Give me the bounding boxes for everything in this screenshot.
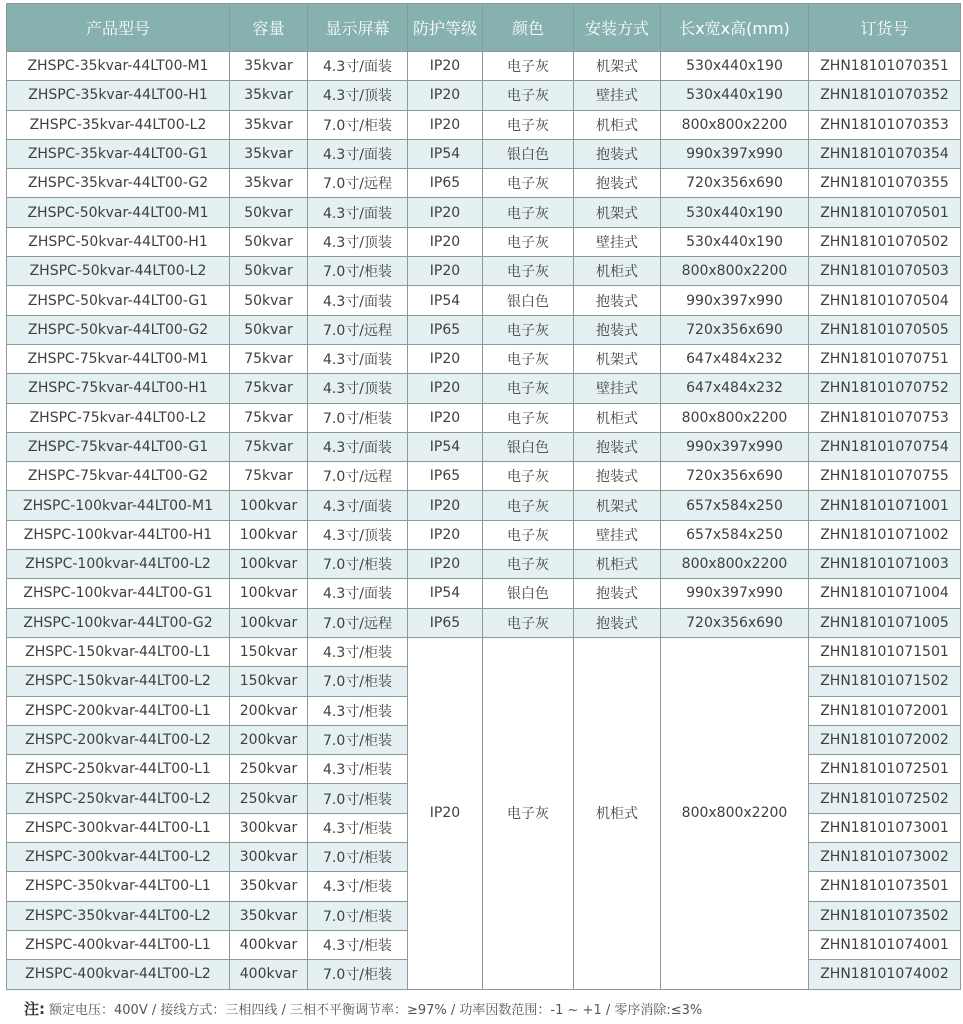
cell-protection: IP20: [408, 81, 483, 110]
cell-install: 机柜式: [574, 637, 661, 989]
cell-order-no: ZHN18101070355: [809, 169, 961, 198]
cell-protection: IP20: [408, 403, 483, 432]
cell-color: 电子灰: [483, 637, 574, 989]
spec-table: [6, 3, 961, 990]
cell-order-no: ZHN18101070754: [809, 432, 961, 461]
cell-display: 7.0寸/远程: [308, 462, 408, 491]
cell-model: ZHSPC-75kvar-44LT00-M1: [7, 344, 230, 373]
cell-order-no: ZHN18101073001: [809, 813, 961, 842]
cell-color: 电子灰: [483, 550, 574, 579]
table-row: [7, 169, 961, 198]
cell-model: ZHSPC-35kvar-44LT00-H1: [7, 81, 230, 110]
cell-model: ZHSPC-250kvar-44LT00-L1: [7, 755, 230, 784]
table-row: [7, 344, 961, 373]
cell-order-no: ZHN18101072001: [809, 696, 961, 725]
cell-capacity: 100kvar: [230, 520, 308, 549]
footnote-label: 注:: [24, 1000, 45, 1018]
cell-color: 电子灰: [483, 608, 574, 637]
cell-protection: IP20: [408, 520, 483, 549]
cell-color: 电子灰: [483, 198, 574, 227]
cell-model: ZHSPC-75kvar-44LT00-L2: [7, 403, 230, 432]
cell-model: ZHSPC-150kvar-44LT00-L2: [7, 667, 230, 696]
cell-install: 抱装式: [574, 315, 661, 344]
cell-capacity: 150kvar: [230, 667, 308, 696]
cell-install: 机架式: [574, 491, 661, 520]
cell-capacity: 300kvar: [230, 843, 308, 872]
cell-display: 7.0寸/柜装: [308, 784, 408, 813]
cell-model: ZHSPC-75kvar-44LT00-G1: [7, 432, 230, 461]
cell-color: 电子灰: [483, 81, 574, 110]
cell-install: 抱装式: [574, 286, 661, 315]
cell-protection: IP54: [408, 286, 483, 315]
table-header-row: [7, 4, 961, 52]
cell-display: 7.0寸/柜装: [308, 725, 408, 754]
cell-protection: IP65: [408, 462, 483, 491]
table-row: [7, 139, 961, 168]
table-row: [7, 286, 961, 315]
cell-order-no: ZHN18101071501: [809, 637, 961, 666]
cell-color: 电子灰: [483, 169, 574, 198]
cell-protection: IP20: [408, 344, 483, 373]
cell-display: 7.0寸/远程: [308, 608, 408, 637]
cell-capacity: 35kvar: [230, 81, 308, 110]
cell-capacity: 150kvar: [230, 637, 308, 666]
cell-order-no: ZHN18101072502: [809, 784, 961, 813]
cell-model: ZHSPC-35kvar-44LT00-G2: [7, 169, 230, 198]
cell-install: 机架式: [574, 344, 661, 373]
cell-dimensions: 800x800x2200: [661, 403, 809, 432]
cell-display: 4.3寸/柜装: [308, 755, 408, 784]
cell-order-no: ZHN18101071004: [809, 579, 961, 608]
cell-color: 电子灰: [483, 52, 574, 81]
cell-model: ZHSPC-100kvar-44LT00-G2: [7, 608, 230, 637]
cell-install: 壁挂式: [574, 81, 661, 110]
cell-dimensions: 657x584x250: [661, 520, 809, 549]
table-row: [7, 608, 961, 637]
cell-dimensions: 530x440x190: [661, 52, 809, 81]
cell-capacity: 100kvar: [230, 550, 308, 579]
cell-color: 银白色: [483, 579, 574, 608]
header-model: 产品型号: [7, 4, 230, 52]
cell-order-no: ZHN18101071003: [809, 550, 961, 579]
header-dimensions: 长x宽x高(mm): [661, 4, 809, 52]
cell-display: 7.0寸/柜装: [308, 550, 408, 579]
cell-color: 电子灰: [483, 403, 574, 432]
cell-dimensions: 800x800x2200: [661, 550, 809, 579]
cell-model: ZHSPC-50kvar-44LT00-H1: [7, 227, 230, 256]
cell-capacity: 400kvar: [230, 960, 308, 989]
cell-display: 4.3寸/柜装: [308, 696, 408, 725]
cell-dimensions: 990x397x990: [661, 139, 809, 168]
cell-capacity: 250kvar: [230, 755, 308, 784]
cell-display: 7.0寸/柜装: [308, 901, 408, 930]
cell-dimensions: 720x356x690: [661, 462, 809, 491]
cell-dimensions: 990x397x990: [661, 579, 809, 608]
cell-install: 机架式: [574, 198, 661, 227]
cell-install: 机柜式: [574, 257, 661, 286]
cell-display: 4.3寸/面装: [308, 491, 408, 520]
cell-display: 7.0寸/柜装: [308, 403, 408, 432]
cell-color: 电子灰: [483, 344, 574, 373]
cell-protection: IP54: [408, 432, 483, 461]
cell-protection: IP20: [408, 550, 483, 579]
cell-color: 银白色: [483, 286, 574, 315]
cell-dimensions: 800x800x2200: [661, 257, 809, 286]
table-row: [7, 110, 961, 139]
table-row: [7, 462, 961, 491]
cell-protection: IP20: [408, 491, 483, 520]
cell-capacity: 75kvar: [230, 374, 308, 403]
cell-install: 机柜式: [574, 403, 661, 432]
cell-capacity: 35kvar: [230, 110, 308, 139]
cell-display: 4.3寸/面装: [308, 139, 408, 168]
cell-capacity: 200kvar: [230, 696, 308, 725]
cell-order-no: ZHN18101072501: [809, 755, 961, 784]
table-row: [7, 432, 961, 461]
table-body: [7, 52, 961, 990]
cell-color: 电子灰: [483, 374, 574, 403]
cell-capacity: 50kvar: [230, 198, 308, 227]
cell-display: 4.3寸/顶装: [308, 81, 408, 110]
cell-color: 电子灰: [483, 315, 574, 344]
cell-color: 电子灰: [483, 491, 574, 520]
cell-display: 7.0寸/柜装: [308, 257, 408, 286]
cell-model: ZHSPC-300kvar-44LT00-L1: [7, 813, 230, 842]
cell-color: 电子灰: [483, 462, 574, 491]
cell-model: ZHSPC-200kvar-44LT00-L1: [7, 696, 230, 725]
cell-capacity: 75kvar: [230, 462, 308, 491]
spec-table-container: [6, 3, 960, 990]
cell-capacity: 250kvar: [230, 784, 308, 813]
table-row: [7, 81, 961, 110]
cell-protection: IP65: [408, 315, 483, 344]
cell-model: ZHSPC-50kvar-44LT00-G2: [7, 315, 230, 344]
table-row: [7, 579, 961, 608]
cell-model: ZHSPC-75kvar-44LT00-G2: [7, 462, 230, 491]
cell-color: 电子灰: [483, 227, 574, 256]
cell-order-no: ZHN18101071002: [809, 520, 961, 549]
cell-order-no: ZHN18101070501: [809, 198, 961, 227]
cell-model: ZHSPC-100kvar-44LT00-L2: [7, 550, 230, 579]
cell-protection: IP65: [408, 608, 483, 637]
cell-dimensions: 720x356x690: [661, 169, 809, 198]
header-color: 颜色: [483, 4, 574, 52]
cell-protection: IP54: [408, 579, 483, 608]
cell-capacity: 35kvar: [230, 139, 308, 168]
table-row: [7, 520, 961, 549]
cell-install: 机柜式: [574, 550, 661, 579]
cell-install: 壁挂式: [574, 520, 661, 549]
cell-order-no: ZHN18101074002: [809, 960, 961, 989]
cell-install: 壁挂式: [574, 374, 661, 403]
cell-capacity: 75kvar: [230, 403, 308, 432]
cell-display: 4.3寸/面装: [308, 198, 408, 227]
cell-protection: IP20: [408, 637, 483, 989]
cell-order-no: ZHN18101070503: [809, 257, 961, 286]
cell-protection: IP54: [408, 139, 483, 168]
cell-order-no: ZHN18101070751: [809, 344, 961, 373]
cell-display: 7.0寸/远程: [308, 169, 408, 198]
cell-capacity: 350kvar: [230, 901, 308, 930]
cell-order-no: ZHN18101070352: [809, 81, 961, 110]
header-protection: 防护等级: [408, 4, 483, 52]
cell-dimensions: 530x440x190: [661, 227, 809, 256]
cell-dimensions: 990x397x990: [661, 286, 809, 315]
cell-model: ZHSPC-350kvar-44LT00-L1: [7, 872, 230, 901]
cell-protection: IP20: [408, 257, 483, 286]
cell-install: 抱装式: [574, 169, 661, 198]
cell-display: 7.0寸/柜装: [308, 960, 408, 989]
cell-order-no: ZHN18101070502: [809, 227, 961, 256]
cell-display: 4.3寸/顶装: [308, 227, 408, 256]
cell-display: 4.3寸/面装: [308, 432, 408, 461]
cell-order-no: ZHN18101072002: [809, 725, 961, 754]
cell-display: 4.3寸/柜装: [308, 872, 408, 901]
cell-protection: IP65: [408, 169, 483, 198]
cell-protection: IP20: [408, 374, 483, 403]
cell-order-no: ZHN18101070353: [809, 110, 961, 139]
table-row: [7, 403, 961, 432]
cell-model: ZHSPC-250kvar-44LT00-L2: [7, 784, 230, 813]
cell-install: 抱装式: [574, 462, 661, 491]
cell-install: 抱装式: [574, 608, 661, 637]
cell-dimensions: 657x584x250: [661, 491, 809, 520]
header-capacity: 容量: [230, 4, 308, 52]
cell-model: ZHSPC-400kvar-44LT00-L1: [7, 930, 230, 959]
cell-install: 抱装式: [574, 432, 661, 461]
table-row: [7, 52, 961, 81]
cell-install: 抱装式: [574, 579, 661, 608]
cell-display: 7.0寸/柜装: [308, 667, 408, 696]
cell-install: 壁挂式: [574, 227, 661, 256]
cell-display: 7.0寸/柜装: [308, 843, 408, 872]
cell-model: ZHSPC-75kvar-44LT00-H1: [7, 374, 230, 403]
cell-dimensions: 530x440x190: [661, 81, 809, 110]
cell-capacity: 100kvar: [230, 579, 308, 608]
cell-model: ZHSPC-100kvar-44LT00-M1: [7, 491, 230, 520]
cell-capacity: 50kvar: [230, 257, 308, 286]
cell-dimensions: 990x397x990: [661, 432, 809, 461]
cell-capacity: 50kvar: [230, 286, 308, 315]
cell-model: ZHSPC-50kvar-44LT00-M1: [7, 198, 230, 227]
cell-capacity: 50kvar: [230, 315, 308, 344]
table-row: [7, 227, 961, 256]
cell-display: 4.3寸/面装: [308, 344, 408, 373]
cell-capacity: 100kvar: [230, 608, 308, 637]
cell-dimensions: 800x800x2200: [661, 110, 809, 139]
cell-order-no: ZHN18101071001: [809, 491, 961, 520]
cell-capacity: 35kvar: [230, 52, 308, 81]
table-row: [7, 550, 961, 579]
table-row: [7, 257, 961, 286]
cell-model: ZHSPC-100kvar-44LT00-G1: [7, 579, 230, 608]
cell-order-no: ZHN18101070753: [809, 403, 961, 432]
cell-model: ZHSPC-35kvar-44LT00-M1: [7, 52, 230, 81]
cell-color: 电子灰: [483, 257, 574, 286]
cell-model: ZHSPC-35kvar-44LT00-L2: [7, 110, 230, 139]
cell-protection: IP20: [408, 52, 483, 81]
cell-protection: IP20: [408, 198, 483, 227]
cell-display: 4.3寸/面装: [308, 52, 408, 81]
cell-order-no: ZHN18101071502: [809, 667, 961, 696]
cell-protection: IP20: [408, 227, 483, 256]
cell-capacity: 50kvar: [230, 227, 308, 256]
cell-dimensions: 720x356x690: [661, 315, 809, 344]
cell-order-no: ZHN18101070354: [809, 139, 961, 168]
cell-display: 4.3寸/面装: [308, 579, 408, 608]
cell-display: 4.3寸/顶装: [308, 520, 408, 549]
cell-display: 4.3寸/柜装: [308, 930, 408, 959]
cell-color: 电子灰: [483, 520, 574, 549]
cell-display: 4.3寸/柜装: [308, 813, 408, 842]
cell-color: 电子灰: [483, 110, 574, 139]
cell-capacity: 350kvar: [230, 872, 308, 901]
cell-capacity: 75kvar: [230, 432, 308, 461]
cell-capacity: 300kvar: [230, 813, 308, 842]
cell-display: 4.3寸/柜装: [308, 637, 408, 666]
cell-display: 4.3寸/面装: [308, 286, 408, 315]
cell-display: 7.0寸/柜装: [308, 110, 408, 139]
cell-dimensions: 647x484x232: [661, 344, 809, 373]
cell-install: 抱装式: [574, 139, 661, 168]
cell-order-no: ZHN18101071005: [809, 608, 961, 637]
header-order-no: 订货号: [809, 4, 961, 52]
cell-dimensions: 720x356x690: [661, 608, 809, 637]
header-display: 显示屏幕: [308, 4, 408, 52]
cell-model: ZHSPC-35kvar-44LT00-G1: [7, 139, 230, 168]
cell-capacity: 200kvar: [230, 725, 308, 754]
cell-model: ZHSPC-350kvar-44LT00-L2: [7, 901, 230, 930]
cell-order-no: ZHN18101070351: [809, 52, 961, 81]
cell-model: ZHSPC-100kvar-44LT00-H1: [7, 520, 230, 549]
table-row: [7, 491, 961, 520]
cell-color: 银白色: [483, 139, 574, 168]
cell-color: 银白色: [483, 432, 574, 461]
cell-model: ZHSPC-400kvar-44LT00-L2: [7, 960, 230, 989]
cell-capacity: 100kvar: [230, 491, 308, 520]
table-row: [7, 198, 961, 227]
cell-model: ZHSPC-50kvar-44LT00-G1: [7, 286, 230, 315]
cell-install: 机柜式: [574, 110, 661, 139]
cell-order-no: ZHN18101074001: [809, 930, 961, 959]
cell-install: 机架式: [574, 52, 661, 81]
table-row: [7, 637, 961, 666]
cell-capacity: 35kvar: [230, 169, 308, 198]
cell-order-no: ZHN18101070505: [809, 315, 961, 344]
cell-capacity: 400kvar: [230, 930, 308, 959]
cell-order-no: ZHN18101073002: [809, 843, 961, 872]
cell-model: ZHSPC-150kvar-44LT00-L1: [7, 637, 230, 666]
cell-dimensions: 647x484x232: [661, 374, 809, 403]
cell-model: ZHSPC-300kvar-44LT00-L2: [7, 843, 230, 872]
cell-order-no: ZHN18101070752: [809, 374, 961, 403]
cell-order-no: ZHN18101070504: [809, 286, 961, 315]
footnote-text: 额定电压：400V / 接线方式：三相四线 / 三相不平衡调节率：≥97% / 功率因数范围：-1 ~ +1 / 零序消除:≤3%: [49, 1003, 703, 1018]
table-row: [7, 374, 961, 403]
cell-order-no: ZHN18101073501: [809, 872, 961, 901]
cell-order-no: ZHN18101073502: [809, 901, 961, 930]
cell-model: ZHSPC-50kvar-44LT00-L2: [7, 257, 230, 286]
cell-model: ZHSPC-200kvar-44LT00-L2: [7, 725, 230, 754]
cell-dimensions: 530x440x190: [661, 198, 809, 227]
footnote: [24, 998, 702, 1019]
cell-order-no: ZHN18101070755: [809, 462, 961, 491]
cell-protection: IP20: [408, 110, 483, 139]
cell-display: 7.0寸/远程: [308, 315, 408, 344]
header-install: 安装方式: [574, 4, 661, 52]
table-row: [7, 315, 961, 344]
cell-display: 4.3寸/顶装: [308, 374, 408, 403]
cell-dimensions: 800x800x2200: [661, 637, 809, 989]
cell-capacity: 75kvar: [230, 344, 308, 373]
